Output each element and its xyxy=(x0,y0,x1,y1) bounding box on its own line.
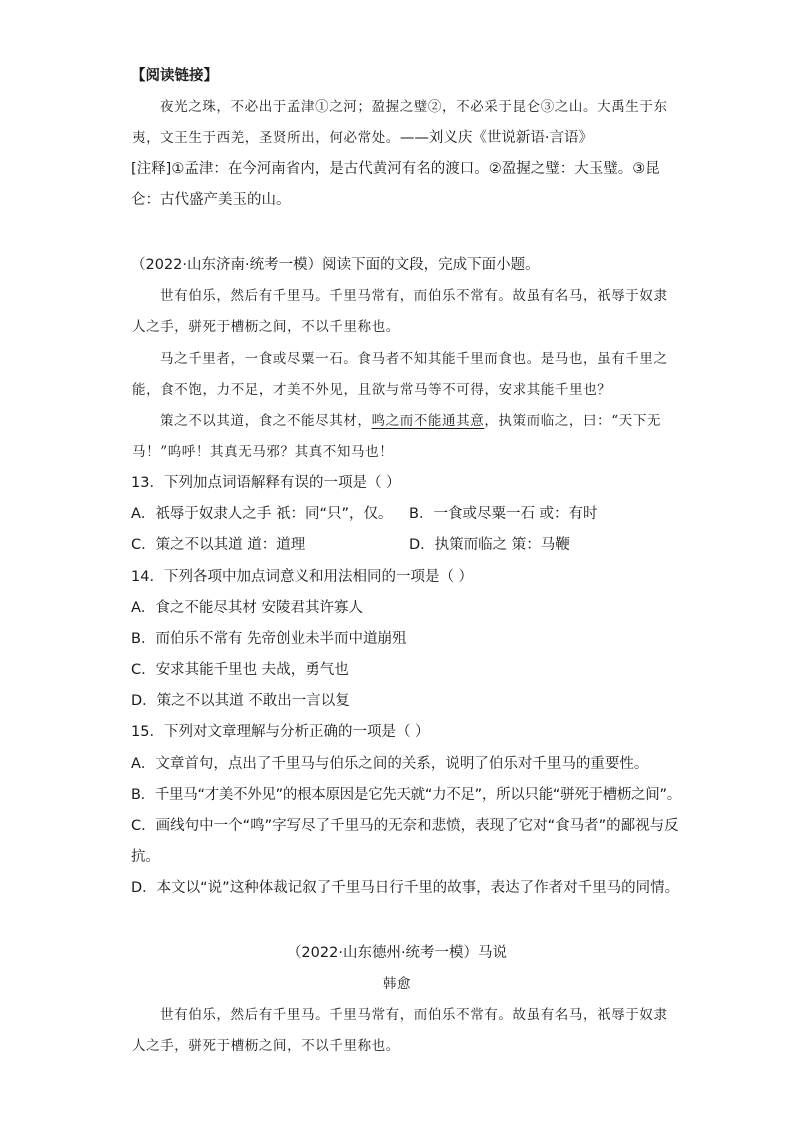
passage-author: 韩愈 xyxy=(382,976,412,992)
question-14-option-a: A．食之不能尽其材 安陵君其许寡人 xyxy=(131,600,364,616)
annotation-line: [注释]①孟津：在今河南省内，是古代黄河有名的渡口。②盈握之璧：大玉璧。③昆 xyxy=(131,161,660,177)
passage-line: 人之手，骈死于槽枥之间，不以千里称也。 xyxy=(132,1038,400,1054)
annotation-line: 仑：古代盛产美玉的山。 xyxy=(131,192,291,208)
question-15-option-c: C．画线句中一个“鸣”字写尽了千里马的无奈和悲愤，表现了它对“食马者”的鄙视与反 xyxy=(131,818,679,834)
question-15-option-b: B．千里马“才美不外见”的根本原因是它先天就“力不足”，所以只能“骈死于槽枥之间”。 xyxy=(131,787,681,803)
underlined-sentence: 鸣之而不能通其意 xyxy=(371,413,485,429)
classical-text-line: 夜光之珠，不必出于孟津①之河；盈握之璧②，不必采于昆仑③之山。大禹生于东 xyxy=(160,99,668,115)
passage-line: 世有伯乐，然后有千里马。千里马常有，而伯乐不常有。故虽有名马，祇辱于奴隶 xyxy=(160,288,668,304)
question-13-option-b: B．一食或尽粟一石 或：有时 xyxy=(409,506,598,522)
passage-line: 马！”呜呼！其真无马邪？其真不知马也！ xyxy=(132,444,394,460)
question-14-option-b: B．而伯乐不常有 先帝创业未半而中道崩殂 xyxy=(131,631,407,647)
passage-segment: 策之不以其道，食之不能尽其材， xyxy=(160,413,372,429)
passage-line xyxy=(160,411,661,431)
classical-text-line xyxy=(132,128,593,148)
question-15-stem: 15．下列对文章理解与分析正确的一项是（ ） xyxy=(131,724,430,740)
passage-line: 马之千里者，一食或尽粟一石。食马者不知其能千里而食也。是马也，虽有千里之 xyxy=(160,351,668,367)
question-15-option-d: D．本文以“说”这种体裁记叙了千里马日行千里的故事，表达了作者对千里马的同情。 xyxy=(131,880,680,896)
question-13-option-c: C．策之不以其道 道：道理 xyxy=(131,537,306,553)
question-14-option-d: D．策之不以其道 不敢出一言以复 xyxy=(131,693,350,709)
question-15-option-c-continued: 抗。 xyxy=(131,849,160,865)
question-14-stem: 14．下列各项中加点词意义和用法相同的一项是（ ） xyxy=(131,569,474,585)
passage-line: 能，食不饱，力不足，才美不外见，且欲与常马等不可得，安求其能千里也？ xyxy=(132,382,612,398)
reading-link-heading: 【阅读链接】 xyxy=(131,68,218,84)
classical-text-segment: 夷，文王生于西羌，圣贤所出，何必常处。 xyxy=(132,130,400,146)
question-13-option-d: D．执策而临之 策：马鞭 xyxy=(409,537,570,553)
passage-segment: ，执策而临之，曰：“天下无 xyxy=(484,413,662,429)
exam-source-intro: （2022·山东济南·统考一模）阅读下面的文段，完成下面小题。 xyxy=(131,257,540,273)
question-13-option-a: A．祇辱于奴隶人之手 祇：同“只”，仅。 xyxy=(131,506,393,522)
passage-title: （2022·山东德州·统考一模）马说 xyxy=(286,945,508,961)
passage-line: 世有伯乐，然后有千里马。千里马常有，而伯乐不常有。故虽有名马，祇辱于奴隶 xyxy=(160,1007,668,1023)
source-citation: ——刘义庆《世说新语·言语》 xyxy=(399,130,594,146)
question-14-option-c: C．安求其能千里也 夫战，勇气也 xyxy=(131,662,349,678)
question-13-stem: 13．下列加点词语解释有误的一项是（ ） xyxy=(131,475,401,491)
question-15-option-a: A．文章首句，点出了千里马与伯乐之间的关系，说明了伯乐对千里马的重要性。 xyxy=(131,756,649,772)
passage-line: 人之手，骈死于槽枥之间，不以千里称也。 xyxy=(132,319,400,335)
